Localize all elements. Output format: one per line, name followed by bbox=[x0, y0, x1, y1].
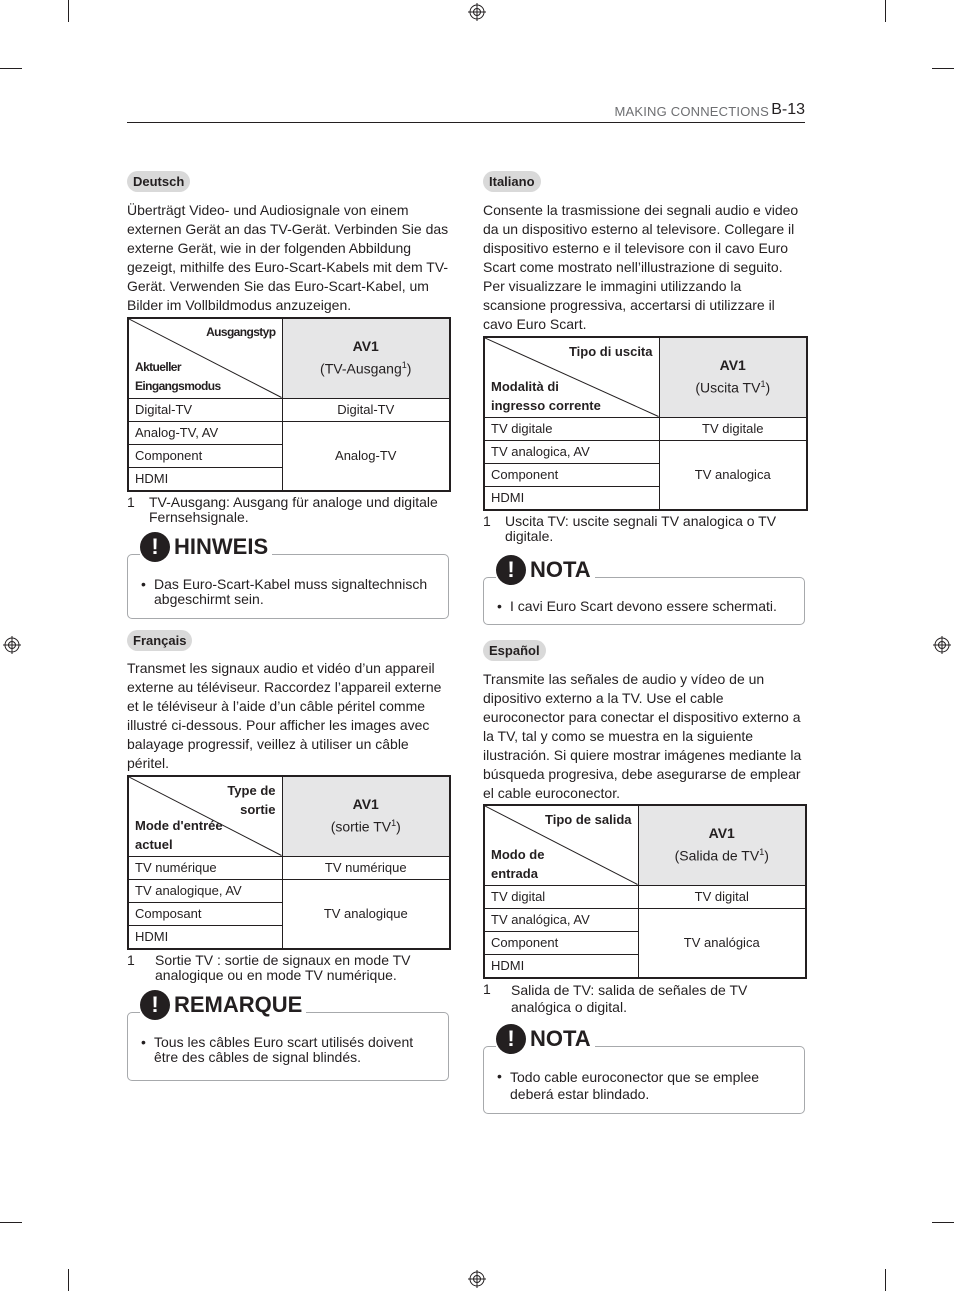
footnote-es bbox=[483, 982, 805, 1016]
table-cell-input: Digital-TV bbox=[128, 398, 282, 421]
av1-title: AV1 bbox=[352, 796, 379, 813]
table-cell-output: TV analogique bbox=[282, 879, 450, 949]
table-cell-input: Analog-TV, AV bbox=[128, 421, 282, 444]
av1-subtitle: (sortie TV bbox=[330, 819, 392, 836]
table-cell-input: HDMI bbox=[128, 925, 282, 949]
footnote-text: Sortie TV : sortie de signaux en mode TV analogique ou en mode TV numérique. bbox=[155, 952, 411, 983]
table-cell-input: HDMI bbox=[484, 954, 638, 978]
crop-mark bbox=[0, 68, 22, 69]
table-cell-input: Component bbox=[128, 444, 282, 467]
note-header bbox=[140, 532, 272, 562]
header-output-type: Tipo di uscita bbox=[568, 344, 653, 359]
exclamation-icon: ! bbox=[140, 532, 170, 562]
connection-table-es bbox=[483, 804, 807, 979]
av1-title: AV1 bbox=[719, 357, 746, 374]
connection-table-de bbox=[127, 317, 451, 492]
note-box-de bbox=[127, 534, 449, 619]
footnote-de bbox=[127, 495, 449, 527]
registration-mark-icon bbox=[3, 636, 21, 654]
av1-header: AV1 (Uscita $TV^1$) bbox=[659, 337, 807, 417]
note-header bbox=[496, 1024, 595, 1054]
av1-header: AV1 (sortie $TV^1$) bbox=[282, 776, 450, 856]
table-header-diagonal bbox=[128, 318, 282, 398]
footnote-text: Uscita TV: uscite segnali TV analogica o TV digitale. bbox=[505, 513, 777, 544]
note-item-text: Tous les câbles Euro scart utilisés doivent être des câbles de signal blindés. bbox=[154, 1034, 414, 1065]
table-cell-input: Composant bbox=[128, 902, 282, 925]
crop-mark bbox=[0, 1222, 22, 1223]
note-box-es bbox=[483, 1026, 805, 1114]
body-text-de: Überträgt Video- und Audiosignale von einem externen Gerät an das TV-Gerät. Verbinden Sie das externe Gerät, wie in der folgenden Abbildung gezeigt, mithilfe des Euro-Scart-Kabels mit dem TV-Gerät. Verwenden Sie das Euro-Scart-Kabel, um Bilder im Vollbildmodus anzuzeigen. bbox=[127, 202, 449, 313]
header-input-mode: Modalità di ingresso corrente bbox=[491, 378, 601, 413]
table-cell-input: TV analógica, AV bbox=[484, 908, 638, 931]
body-text-it: Consente la trasmissione dei segnali audio e video da un dispositivo esterno al televisore. Collegare il dispositivo esterno e il televisore con il cavo Euro Scart come mostrato nell’illustrazione di seguito. Per visualizzare le immagini utilizzando la scansione progressiva, accertarsi di utilizzare il cavo Euro Scart. bbox=[483, 202, 799, 332]
registration-mark-icon bbox=[468, 1270, 486, 1288]
exclamation-icon: ! bbox=[140, 990, 170, 1020]
footnote-ref: 1 bbox=[401, 360, 407, 371]
body-text-fr: Transmet les signaux audio et vidéo d’un appareil externe au téléviseur. Raccordez l’appareil externe et le téléviseur à l’aide d’un câble péritel comme illustré ci-dessous. Pour afficher les images avec balayage progressif, veillez à utiliser un câble péritel. bbox=[127, 660, 442, 771]
crop-mark bbox=[932, 68, 954, 69]
footnote-number: 1 bbox=[127, 952, 135, 968]
note-title: NOTA bbox=[530, 557, 591, 582]
note-item-text: Das Euro-Scart-Kabel muss signaltechnisch abgeschirmt sein. bbox=[154, 576, 428, 607]
table-cell-output: TV analogica bbox=[659, 440, 807, 510]
table-cell-input: TV digital bbox=[484, 885, 638, 908]
av1-subtitle: (Salida de TV bbox=[674, 848, 760, 865]
note-item-text: Todo cable euroconector que se emplee deberá estar blindado. bbox=[510, 1069, 760, 1102]
bullet: • bbox=[497, 1068, 502, 1084]
table-header-diagonal bbox=[484, 337, 659, 417]
note-title: REMARQUE bbox=[174, 992, 303, 1017]
table-cell-input: TV analogica, AV bbox=[484, 440, 659, 463]
av1-header: AV1 (Salida de $TV^1$) bbox=[638, 805, 806, 885]
table-cell-output: Analog-TV bbox=[282, 421, 450, 491]
table-header-diagonal bbox=[484, 805, 638, 885]
header-input-mode: Aktueller Eingangsmodus bbox=[135, 359, 221, 393]
av1-title: AV1 bbox=[708, 825, 735, 842]
note-box-it bbox=[483, 557, 805, 625]
table-cell-output: Digital-TV bbox=[282, 398, 450, 421]
crop-mark bbox=[68, 0, 69, 22]
note-title: HINWEIS bbox=[174, 534, 269, 559]
crop-mark bbox=[68, 1269, 69, 1291]
table-cell-output: TV analógica bbox=[638, 908, 806, 978]
header-output-type: Tipo de salida bbox=[545, 812, 632, 827]
header-input-mode: Mode d'entrée actuel bbox=[135, 817, 223, 852]
table-cell-input: HDMI bbox=[484, 486, 659, 510]
footnote-ref: 1 bbox=[760, 379, 766, 390]
table-cell-output: TV digital bbox=[638, 885, 806, 908]
page-number: B-13 bbox=[771, 101, 805, 118]
table-cell-output: TV numérique bbox=[282, 856, 450, 879]
av1-subtitle: (TV-Ausgang bbox=[320, 361, 402, 378]
table-cell-input: Component bbox=[484, 931, 638, 954]
bullet: • bbox=[497, 598, 502, 614]
crop-mark bbox=[885, 1269, 886, 1291]
footnote-text: Salida de TV: salida de señales de TV analógica o digital. bbox=[511, 982, 748, 1015]
note-item-text: I cavi Euro Scart devono essere schermati. bbox=[510, 598, 777, 614]
language-tag-es: Español bbox=[483, 640, 546, 661]
bullet: • bbox=[141, 1034, 146, 1050]
crop-mark bbox=[932, 1222, 954, 1223]
body-text-es: Transmite las señales de audio y vídeo de un dipositivo externo a la TV. Use el cable euroconector para conectar el dispositivo externo a la TV, tal y como se muestra en la siguiente ilustración. Si quiere mostrar imágenes mediante la búsqueda progresiva, debe asegurarse de emplear el cable euroconector. bbox=[483, 671, 802, 801]
exclamation-icon: ! bbox=[496, 555, 526, 585]
language-tag-fr: Français bbox=[127, 630, 192, 651]
language-tag-de: Deutsch bbox=[127, 171, 190, 192]
note-box-fr bbox=[127, 992, 449, 1081]
exclamation-icon: ! bbox=[496, 1024, 526, 1054]
footnote-number: 1 bbox=[483, 981, 491, 997]
connection-table-it bbox=[483, 336, 808, 511]
footnote-it bbox=[483, 514, 805, 546]
page-header bbox=[127, 100, 805, 123]
note-header bbox=[140, 990, 306, 1020]
table-cell-input: Component bbox=[484, 463, 659, 486]
table-header-diagonal bbox=[128, 776, 282, 856]
language-tag-it: Italiano bbox=[483, 171, 541, 192]
registration-mark-icon bbox=[468, 3, 486, 21]
av1-subtitle: (Uscita TV bbox=[695, 380, 761, 397]
footnote-number: 1 bbox=[483, 513, 491, 529]
av1-title: AV1 bbox=[352, 338, 379, 355]
av1-header: AV1 (TV-Ausgang$^1$) bbox=[282, 318, 450, 398]
section-title: MAKING CONNECTIONS bbox=[614, 104, 769, 119]
table-cell-input: HDMI bbox=[128, 467, 282, 491]
note-header bbox=[496, 555, 595, 585]
header-output-type: Ausgangstyp bbox=[206, 325, 276, 339]
table-cell-output: TV digitale bbox=[659, 417, 807, 440]
footnote-fr bbox=[127, 953, 449, 985]
header-output-type: Type de sortie bbox=[227, 783, 276, 817]
crop-mark bbox=[885, 0, 886, 22]
footnote-ref: 1 bbox=[759, 847, 765, 858]
connection-table-fr bbox=[127, 775, 451, 950]
footnote-number: 1 bbox=[127, 494, 135, 510]
table-cell-input: TV numérique bbox=[128, 856, 282, 879]
registration-mark-icon bbox=[933, 636, 951, 654]
bullet: • bbox=[141, 576, 146, 592]
table-cell-input: TV analogique, AV bbox=[128, 879, 282, 902]
note-title: NOTA bbox=[530, 1026, 591, 1051]
header-input-mode: Modo de entrada bbox=[491, 846, 545, 881]
footnote-ref: 1 bbox=[391, 818, 397, 829]
footnote-text: TV-Ausgang: Ausgang für analoge und digitale Fernsehsignale. bbox=[149, 494, 438, 525]
table-cell-input: TV digitale bbox=[484, 417, 659, 440]
